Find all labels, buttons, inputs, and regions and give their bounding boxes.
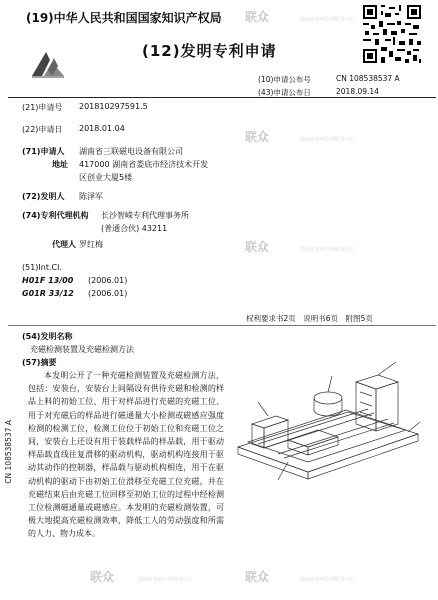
watermark-logo: 联众: [245, 240, 270, 254]
biblio-divider: [8, 325, 436, 326]
watermark-logo: 联众: [245, 10, 270, 24]
application-date-label: (22)申请日: [22, 125, 63, 134]
watermark-caption: 湖南省发明专利服务中心: [138, 577, 194, 583]
cnipa-emblem-icon: [30, 50, 66, 78]
document-type-title: (12)发明专利申请: [142, 42, 277, 60]
watermark-logo: 联众: [245, 570, 270, 584]
application-number-label: (21)申请号: [22, 103, 63, 112]
publication-date: 2018.09.14: [336, 87, 379, 96]
abstract-text: [28, 369, 224, 541]
watermark-caption: 湖南省发明专利服务中心: [300, 17, 356, 23]
inventor-name: 陈泽军: [79, 192, 103, 201]
applicant-label: (71)申请人: [22, 147, 65, 156]
application-date: 2018.01.04: [79, 124, 125, 133]
ipc-code-2: G01R 33/12: [22, 289, 74, 298]
ipc-code-1: H01F 13/00: [22, 276, 74, 285]
publication-number-label: (10)申请公布号: [258, 75, 311, 84]
claims-info: 权利要求书2页 说明书6页 附图5页: [246, 314, 373, 323]
agency-label: (74)专利代理机构: [22, 211, 89, 220]
watermark-logo: 联众: [90, 570, 115, 584]
publication-date-label: (43)申请公布日: [258, 88, 311, 97]
publication-number: CN 108538537 A: [336, 74, 400, 83]
address-label: 地址: [52, 160, 68, 169]
application-number: 201810297591.5: [79, 102, 148, 111]
invention-title: 充磁检测装置及充磁检测方法: [30, 345, 134, 354]
abstract-label: (57)摘要: [22, 358, 57, 367]
abstract-drawing: [228, 352, 426, 502]
agency-name: 长沙智嵘专利代理事务所: [101, 211, 189, 220]
side-publication-number: CN 108538537 A: [4, 420, 13, 484]
address-line-1: 417000 湖南省娄底市经济技术开发: [79, 160, 209, 169]
ipc-version-1: (2006.01): [88, 276, 128, 285]
agency-name-line-2: (普通合伙) 43211: [101, 224, 168, 233]
inventor-label: (72)发明人: [22, 192, 65, 201]
watermark-logo: 联众: [245, 130, 270, 144]
agent-name: 罗红梅: [79, 240, 103, 249]
abstract-paragraph: 本发明公开了一种充磁检测装置及充磁检测方法，包括：安装台，安装台上间隔设有供待充磁和检测的样品上料的初始工位、用于对样品进行充磁的充磁工位、用于对充磁后的样品进行磁通量大小检测或磁感应强度检测的检测工位，检测工位位于初始工位和充磁工位之间，安装台上还设有用于装载样品的样品载，用于驱动样品载直线往复滑移的驱动机构，驱动机构连接用于驱动其动作的控制器，样品载与驱动机构相连，用于在驱动机构的驱动下由初始工位滑移至充磁工位充磁，并在充磁结束后由充磁工位回移至初始工位的过程中经检测工位检测磁通量或磁感应。本发明的充磁检测装置，可极大地提高充磁检测效率，降低工人的劳动强度和所需的人力、物力成本。: [28, 371, 224, 539]
ipc-label: (51)Int.Cl.: [22, 263, 62, 272]
applicant-name: 湖南省三联磁电设备有限公司: [79, 147, 183, 156]
watermark-caption: 湖南省发明专利服务中心: [300, 137, 356, 143]
header-divider: [8, 97, 436, 98]
office-name: (19)中华人民共和国国家知识产权局: [26, 11, 222, 25]
qr-code-icon: [361, 3, 423, 65]
watermark-caption: 湖南省发明专利服务中心: [300, 247, 356, 253]
watermark-caption: 湖南省发明专利服务中心: [300, 577, 356, 583]
invention-title-label: (54)发明名称: [22, 332, 73, 341]
agent-label: 代理人: [52, 240, 76, 249]
address-line-2: 区创业大厦5楼: [79, 173, 133, 182]
ipc-version-2: (2006.01): [88, 289, 128, 298]
